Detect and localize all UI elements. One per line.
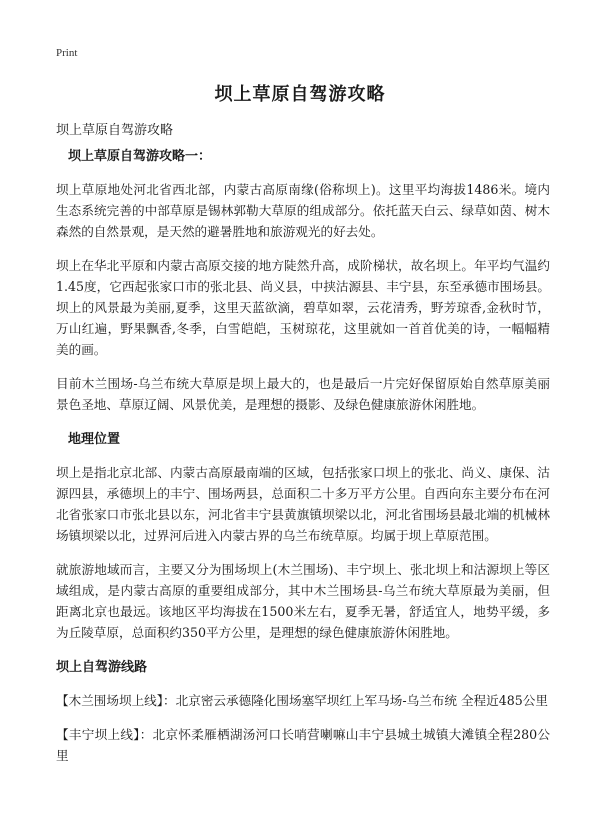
paragraph-climate-scenery: 坝上在华北平原和内蒙古高原交接的地方陡然升高，成阶梯状，故名坝上。年平均气温约1.45度，它西起张家口市的张北县、尚义县，中挟沽源县、丰宁县，东至承德市围场县。坝上的风景最为美丽,夏季，这里天蓝欲滴，碧草如翠，云花清秀，野芳琼香,金秋时节，万山红遍，野果飘香,冬季，白雪皑皑，玉树琼花，这里就如一首首优美的诗，一幅幅精美的画。	[56, 258, 551, 357]
page-title: 坝上草原自驾游攻略	[214, 84, 386, 105]
article-body	[56, 145, 550, 766]
route-mulan-weichang: 【木兰围场坝上线】：北京密云承德隆化围场塞罕坝红上军马场-乌兰布统 全程近485公里	[56, 693, 548, 708]
section-heading-guide: 坝上草原自驾游攻略一：	[68, 149, 212, 164]
print-label: Print	[56, 47, 78, 59]
section-heading-routes: 坝上自驾游线路	[56, 660, 148, 675]
section-heading-location: 地理位置	[68, 432, 121, 447]
paragraph-tourism-regions: 就旅游地域而言，主要又分为围场坝上(木兰围场)、丰宁坝上、张北坝上和沽源坝上等区域组成，是内蒙古高原的重要组成部分，其中木兰围场县-乌兰布统大草原最为美丽，但距离北京也最远。该地区平均海拔在1500米左右，夏季无暑，舒适宜人，地势平缓，多为丘陵草原，总面积约350平方公里，是理想的绿色健康旅游休闲胜地。	[56, 562, 550, 640]
route-fengning: 【丰宁坝上线】：北京怀柔雁栖湖汤河口长哨营喇嘛山丰宁县城土城镇大滩镇全程280公里	[56, 727, 550, 763]
paragraph-overview: 坝上草原地处河北省西北部，内蒙古高原南缘(俗称坝上)。这里平均海拔1486米。境内生态系统完善的中部草原是锡林郭勒大草原的组成部分。依托蓝天白云、绿草如茵、树木森然的自然景观，是天然的避暑胜地和旅游观光的好去处。	[56, 182, 550, 239]
paragraph-mulan-weichang: 目前木兰围场-乌兰布统大草原是坝上最大的，也是最后一片完好保留原始自然草原美丽景色圣地、草原辽阔、风景优美，是理想的摄影、及绿色健康旅游休闲胜地。	[56, 376, 550, 412]
page-subtitle: 坝上草原自驾游攻略	[56, 123, 174, 138]
paragraph-location-extent: 坝上是指北京北部、内蒙古高原最南端的区域，包括张家口坝上的张北、尚义、康保、沽源四县，承德坝上的丰宁、围场两县，总面积二十多万平方公里。自西向东主要分布在河北省张家口市张北县以东，河北省丰宁县黄旗镇坝梁以北，河北省围场县最北端的机械林场镇坝梁以北，过界河后进入内蒙古界的乌兰布统草原。均属于坝上草原范围。	[56, 465, 550, 543]
